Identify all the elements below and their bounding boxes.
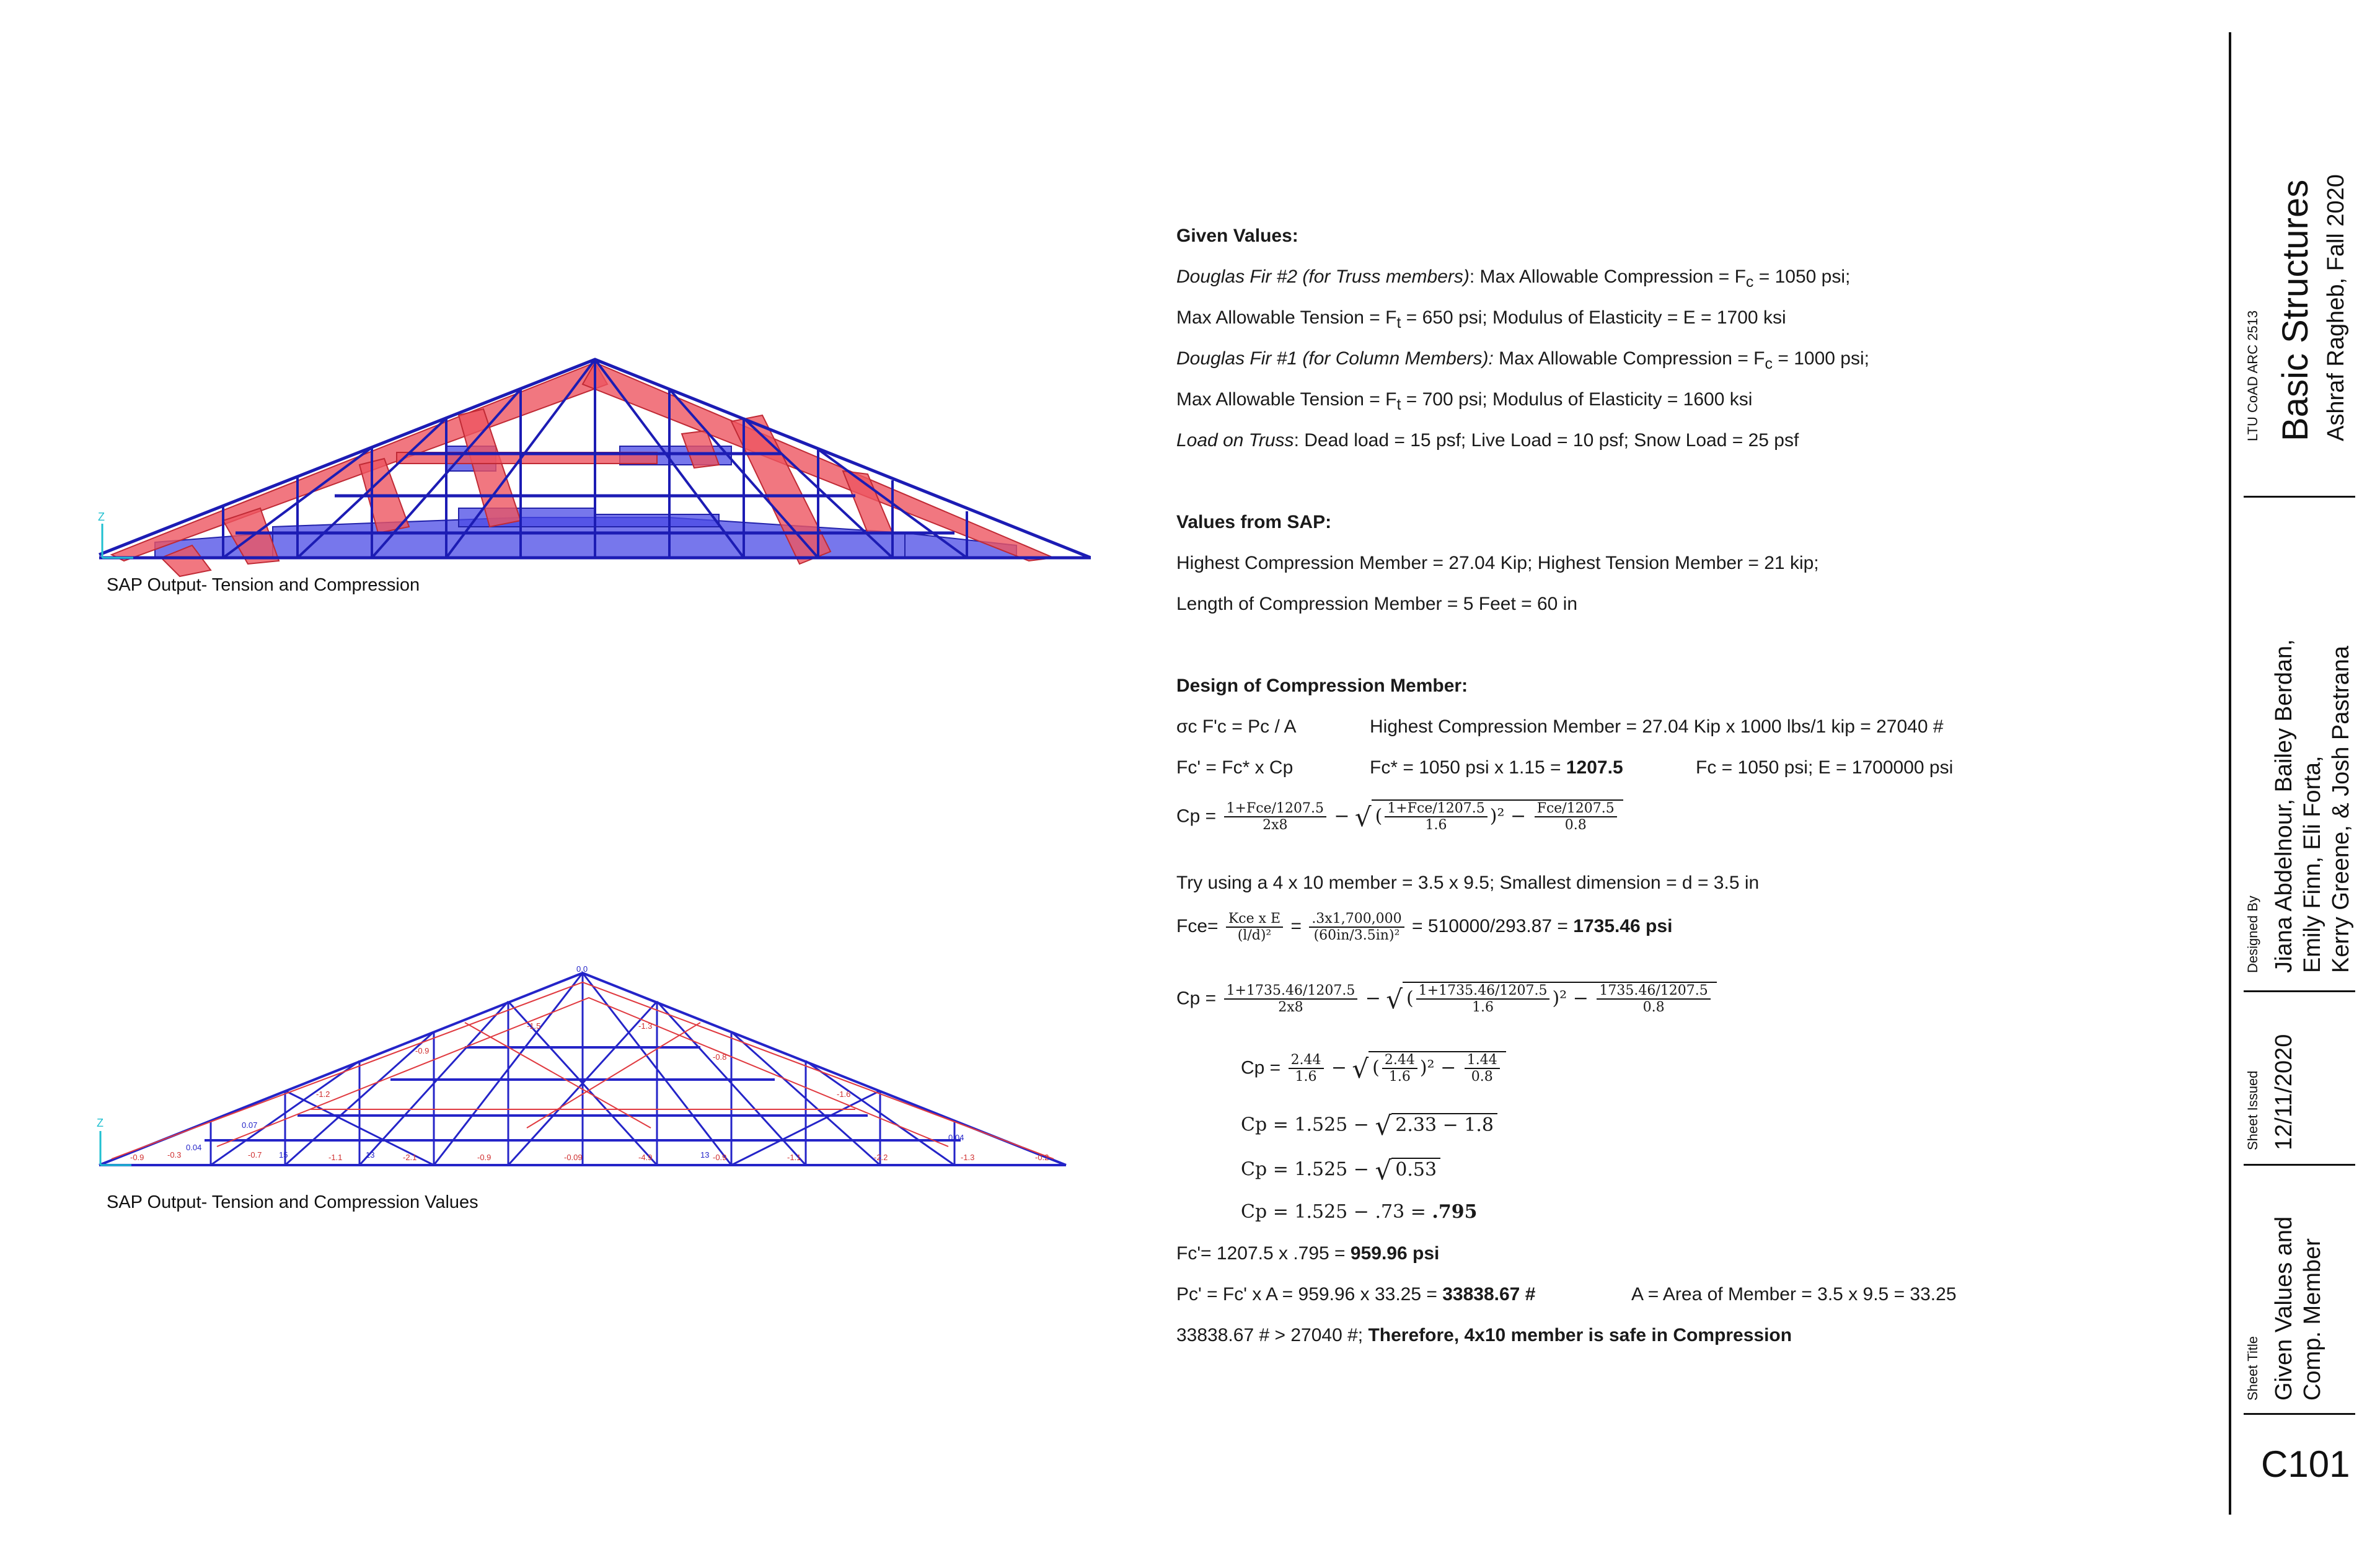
svg-text:-0.2: -0.2: [1035, 1153, 1049, 1162]
cp-formula-6: Cp = 1.525 − .73 = .795: [1241, 1201, 1478, 1223]
design-line-2-left: Fc' = Fc* x Cp: [1176, 757, 1294, 778]
value-label: 0.07: [242, 1120, 258, 1130]
instructor: Ashraf Ragheb, Fall 2020: [2323, 174, 2349, 441]
title-block-divider: [2244, 1413, 2355, 1415]
svg-text:13: 13: [700, 1150, 710, 1160]
title-block-divider: [2244, 496, 2355, 498]
cp-formula-4: Cp = 1.525 − √ 2.33 − 1.8: [1241, 1111, 1497, 1141]
cp-formula-3: Cp = $\frac{2.44}{1.6}$ − √ ( $\frac{2.44}{1.6}$ )² − $\frac{1.44}{0.8}$: [1241, 1051, 1506, 1085]
svg-text:-0.3: -0.3: [167, 1150, 182, 1160]
design-heading: Design of Compression Member:: [1176, 676, 1468, 696]
truss-values-diagram: [93, 961, 1072, 1184]
course-label: LTU CoAD ARC 2513: [2245, 310, 2260, 441]
designers-line-1: Jiana Abdelnour, Bailey Berdan,: [2271, 639, 2297, 973]
sheet-title-label: Sheet Title: [2245, 1336, 2260, 1401]
top-figure-caption: SAP Output- Tension and Compression: [107, 575, 420, 595]
sap-line-2: Length of Compression Member = 5 Feet = 60 in: [1176, 594, 1578, 614]
svg-text:-0.7: -0.7: [248, 1150, 262, 1160]
given-values-heading: Given Values:: [1176, 226, 1298, 246]
svg-text:-0.09: -0.09: [564, 1153, 583, 1162]
title-block-divider: [2244, 1164, 2355, 1166]
svg-text:-1.6: -1.6: [837, 1089, 851, 1099]
cp-formula-1: Cp = $\frac{\text{1+Fce/1207.5}}{2x8}$ − √ ( $\frac{\text{1+Fce/1207.5}}{1.6}$ )² − $\frac{\text{Fce/1207.5}}{0.8}$: [1176, 799, 1623, 834]
value-label: 0.04: [948, 1133, 964, 1142]
svg-text:-1.5: -1.5: [527, 1021, 541, 1031]
designers-line-2: Emily Finn, Eli Forta,: [2299, 755, 2325, 973]
svg-text:-0.9: -0.9: [130, 1153, 144, 1162]
designed-by-label: Designed By: [2245, 896, 2260, 973]
svg-text:-1.3: -1.3: [638, 1021, 653, 1031]
truss-tension-compression-diagram: [87, 347, 1091, 583]
svg-text:-2.2: -2.2: [874, 1153, 888, 1162]
design-line-2-right: Fc = 1050 psi; E = 1700000 psi: [1696, 757, 1954, 778]
fce-formula: Fce= $\frac{\text{Kce x E}}{\text{(l/d)²}}$ = $\frac{.3x1,700,000}{\text{(60in/3.5in)²}}$ = 510000/293.87 = 1735.46 psi: [1176, 911, 1673, 944]
design-line-1-left: σc F'c = Pc / A: [1176, 716, 1297, 737]
svg-text:-1.2: -1.2: [316, 1089, 330, 1099]
sheet-issued-date: 12/11/2020: [2271, 1034, 2297, 1150]
svg-text:-0.8: -0.8: [713, 1052, 727, 1062]
sap-values-heading: Values from SAP:: [1176, 512, 1332, 532]
cp-formula-2: Cp = $\frac{1+1735.46/1207.5}{2x8}$ − √ ( $\frac{1+1735.46/1207.5}{1.6}$ )² − $\frac{1735.46/1207.5}{0.8}$: [1176, 982, 1717, 1016]
svg-text:-0.9: -0.9: [477, 1153, 491, 1162]
fc-final: Fc'= 1207.5 x .795 = 959.96 psi: [1176, 1243, 1440, 1264]
svg-text:13: 13: [366, 1150, 375, 1160]
sheet-number: C101: [2261, 1443, 2350, 1485]
title-block-divider: [2244, 990, 2355, 992]
title-block-border: [2229, 32, 2231, 1515]
designers-line-3: Kerry Greene, & Josh Pastrana: [2328, 645, 2354, 973]
conclusion: 33838.67 # > 27040 #; Therefore, 4x10 member is safe in Compression: [1176, 1325, 1792, 1345]
given-line-2: Max Allowable Tension = $F_t = 650$ psi; Modulus of Elasticity = E = 1700 ksi: [1176, 307, 1786, 332]
svg-text:0.0: 0.0: [576, 964, 588, 974]
given-line-1: Douglas Fir #2 (for Truss members): Max Allowable Compression = $F_c = 1050$ psi;: [1176, 266, 1851, 291]
value-label: 0.04: [186, 1143, 202, 1152]
pc-final: Pc' = Fc' x A = 959.96 x 33.25 = 33838.67 #: [1176, 1284, 1536, 1305]
axis-label: Z: [97, 1117, 104, 1129]
area-of-member: A = Area of Member = 3.5 x 9.5 = 33.25: [1631, 1284, 1957, 1305]
svg-text:-4.9: -4.9: [638, 1153, 653, 1162]
sheet-issued-label: Sheet Issued: [2245, 1070, 2260, 1150]
svg-text:-1.3: -1.3: [961, 1153, 975, 1162]
design-line-1-right: Highest Compression Member = 27.04 Kip x 1000 lbs/1 kip = 27040 #: [1370, 716, 1944, 737]
svg-text:-2.1: -2.1: [403, 1153, 417, 1162]
svg-text:-0.9: -0.9: [415, 1046, 430, 1055]
sheet-title-line-2: Comp. Member: [2299, 1238, 2325, 1401]
axis-label: Z: [98, 511, 105, 523]
svg-text:-1.1: -1.1: [328, 1153, 343, 1162]
design-line-2-mid: Fc* = 1050 psi x 1.15 = 1207.5: [1370, 757, 1623, 778]
given-line-5: Load on Truss: Dead load = 15 psf; Live Load = 10 psf; Snow Load = 25 psf: [1176, 430, 1799, 451]
svg-text:-0.9: -0.9: [713, 1153, 727, 1162]
svg-text:-1.1: -1.1: [787, 1153, 801, 1162]
given-line-4: Max Allowable Tension = $F_t = 700$ psi; Modulus of Elasticity = 1600 ksi: [1176, 389, 1753, 413]
sheet-title-line-1: Given Values and: [2271, 1216, 2297, 1401]
cp-formula-5: Cp = 1.525 − √ 0.53: [1241, 1155, 1440, 1186]
svg-text:15: 15: [279, 1150, 288, 1160]
bottom-figure-caption: SAP Output- Tension and Compression Values: [107, 1192, 478, 1212]
given-line-3: Douglas Fir #1 (for Column Members): Max Allowable Compression = $F_c = 1000$ psi;: [1176, 348, 1869, 372]
try-member-line: Try using a 4 x 10 member = 3.5 x 9.5; Smallest dimension = d = 3.5 in: [1176, 873, 1760, 893]
project-title: Basic Structures: [2275, 179, 2316, 441]
sap-line-1: Highest Compression Member = 27.04 Kip; Highest Tension Member = 21 kip;: [1176, 553, 1819, 573]
